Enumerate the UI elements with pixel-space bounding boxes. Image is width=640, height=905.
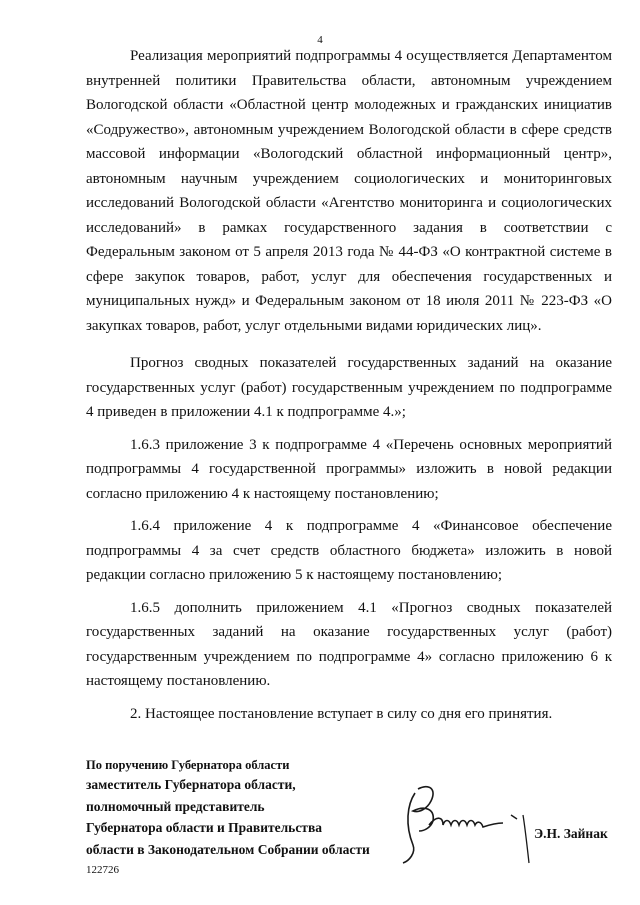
document-body [86,44,612,734]
paragraph-item-1-6-3: 1.6.3 приложение 3 к подпрограмме 4 «Перечень основных мероприятий подпрограммы 4 государственной программы» изложить в новой редакции согласно приложению 4 к настоящему постановлению; [86,436,612,502]
signer-name: Э.Н. Зайнак [534,826,608,841]
signature-line-body: области в Законодательном Собрании области [86,841,370,857]
signature-line-authority: По поручению Губернатора области [86,758,290,772]
handwritten-signature [385,775,535,865]
document-code: 122726 [86,864,119,876]
signature-block [86,756,426,860]
paragraph-implementation: Реализация мероприятий подпрограммы 4 осуществляется Департаментом внутренней политики Правительства области, автономным учреждением Вологодской области «Областной центр молодежных и гражданских инициатив «Содружество», автономным учреждением Вологодской области в сфере средств массовой информации «Вологодский областной информационный центр», автономным научным учреждением социологических и мониторинговых исследований Вологодской области «Агентство мониторинга и социологических исследований» в рамках государственного задания в соответствии с Федеральным законом от 5 апреля 2013 года № 44-ФЗ «О контрактной системе в сфере закупок товаров, работ, услуг для обеспечения государственных и муниципальных нужд» и Федеральным законом от 18 июля 2011 № 223-ФЗ «О закупках товаров, работ, услуг отдельными видами юридических лиц». [86,48,612,334]
signature-line-role-cont: Губернатора области и Правительства [86,820,322,835]
paragraph-effective-date: 2. Настоящее постановление вступает в силу со дня его принятия. [130,705,553,722]
signature-line-title: заместитель Губернатора области, [86,777,296,792]
paragraph-item-1-6-5: 1.6.5 дополнить приложением 4.1 «Прогноз сводных показателей государственных заданий на оказание государственных услуг (работ) государственным учреждением по подпрограмме 4» согласно приложению 6 к настоящему постановлению. [86,599,612,689]
signature-line-role: полномочный представитель [86,798,265,814]
paragraph-forecast: Прогноз сводных показателей государственных заданий на оказание государственных услуг (работ) государственным учреждением по подпрограмме 4 приведен в приложении 4.1 к подпрограмме 4.»; [86,355,612,420]
paragraph-item-1-6-4: 1.6.4 приложение 4 к подпрограмме 4 «Финансовое обеспечение подпрограммы 4 за счет средств областного бюджета» изложить в новой редакции согласно приложению 5 к настоящему постановлению; [86,518,612,583]
page-number: 4 [317,34,323,46]
